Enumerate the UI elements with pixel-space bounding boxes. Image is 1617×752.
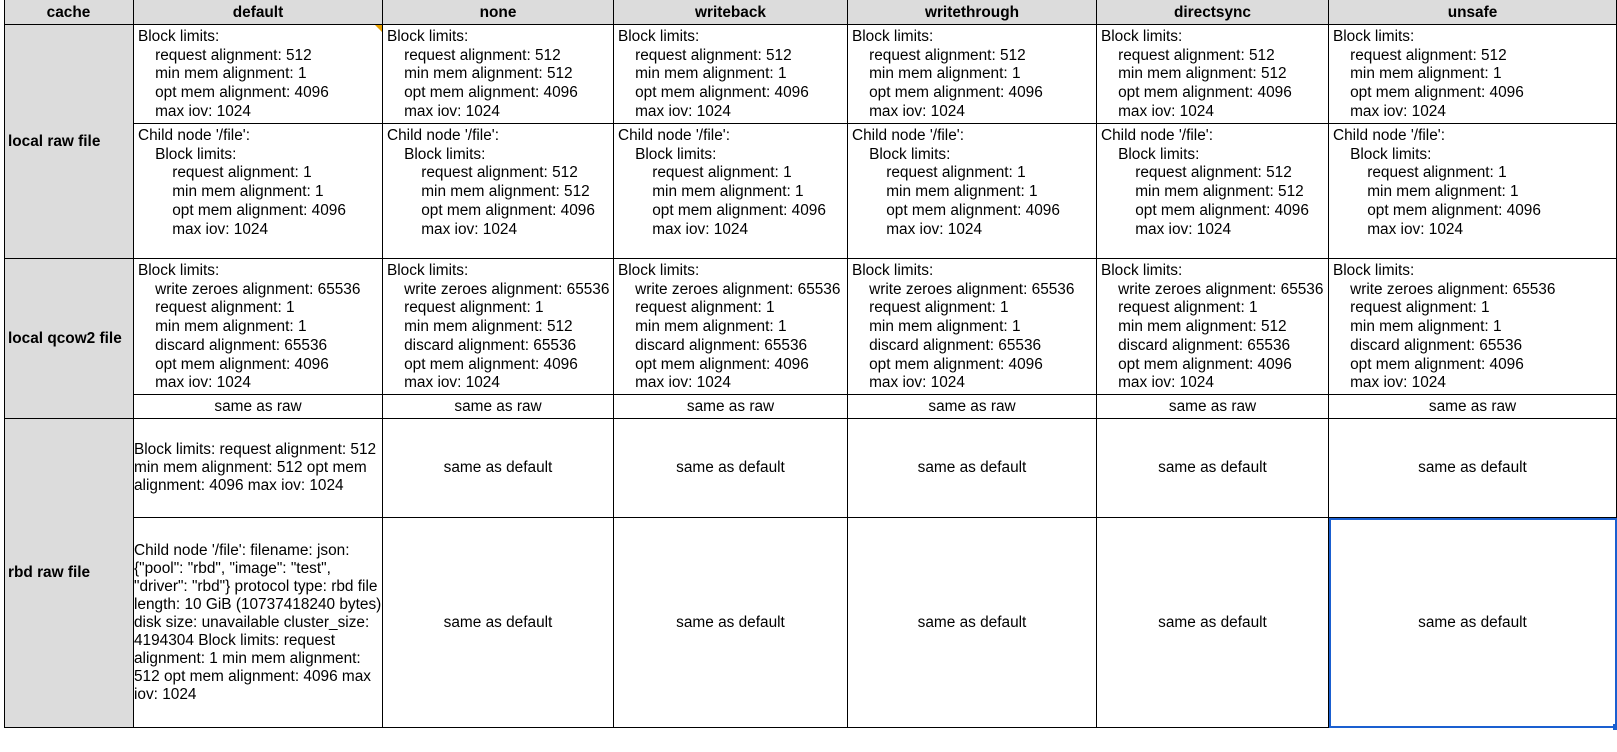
- table-cell[interactable]: [134, 259, 383, 395]
- table-cell[interactable]: [1097, 395, 1329, 419]
- cell-text: Block limits: write zeroes alignment: 65536 request alignment: 1 min mem alignment: 512 discard alignment: 65536 opt mem alignment: 4096 max iov: 1024: [1101, 262, 1324, 392]
- column-header-unsafe[interactable]: unsafe: [1329, 0, 1617, 25]
- column-header-directsync[interactable]: directsync: [1097, 0, 1329, 25]
- table-cell[interactable]: [1097, 124, 1329, 259]
- table-cell[interactable]: [383, 518, 614, 728]
- cell-text: Block limits: write zeroes alignment: 65536 request alignment: 1 min mem alignment: 1 discard alignment: 65536 opt mem alignment: 4096 max iov: 1024: [1333, 262, 1556, 392]
- grid-left-border: [4, 0, 5, 728]
- cell-text: same as default: [917, 459, 1027, 476]
- cell-text: same as raw: [1168, 397, 1257, 415]
- table-cell[interactable]: [848, 395, 1097, 419]
- table-cell[interactable]: [134, 25, 383, 124]
- cell-text: Child node '/file': Block limits: request alignment: 1 min mem alignment: 1 opt mem alignment: 4096 max iov: 1024: [1333, 127, 1541, 238]
- table-cell[interactable]: [614, 419, 848, 518]
- cell-text: Child node '/file': Block limits: request alignment: 1 min mem alignment: 1 opt mem alignment: 4096 max iov: 1024: [618, 127, 826, 238]
- table-cell[interactable]: [614, 259, 848, 395]
- cell-text: same as default: [676, 613, 785, 631]
- row-header-local-qcow2[interactable]: [4, 259, 134, 419]
- cell-text: same as default: [1418, 613, 1527, 631]
- cell-text: Block limits: request alignment: 512 min mem alignment: 512 opt mem alignment: 4096 max iov: 1024: [1101, 28, 1292, 120]
- row-header-label: local raw file: [8, 132, 101, 150]
- table-cell[interactable]: [383, 259, 614, 395]
- table-cell[interactable]: [614, 518, 848, 728]
- cell-text: same as raw: [214, 397, 302, 415]
- table-cell[interactable]: [848, 25, 1097, 124]
- cell-text: same as default: [443, 459, 553, 476]
- table-cell[interactable]: [383, 124, 614, 259]
- column-header-cache[interactable]: cache: [4, 0, 134, 25]
- cell-text: Block limits: request alignment: 512 min mem alignment: 1 opt mem alignment: 4096 max iov: 1024: [1333, 28, 1524, 120]
- cell-text: same as default: [1158, 613, 1267, 631]
- cell-text: Block limits: write zeroes alignment: 65536 request alignment: 1 min mem alignment: 512 discard alignment: 65536 opt mem alignment: 4096 max iov: 1024: [387, 262, 610, 392]
- cell-text: same as raw: [686, 397, 775, 415]
- cell-text: same as raw: [454, 397, 542, 415]
- cell-text: Child node '/file': Block limits: request alignment: 512 min mem alignment: 512 opt mem alignment: 4096 max iov: 1024: [387, 127, 595, 238]
- table-cell[interactable]: [383, 395, 614, 419]
- table-cell[interactable]: [848, 259, 1097, 395]
- cell-text: Block limits: request alignment: 512 min mem alignment: 1 opt mem alignment: 4096 max iov: 1024: [852, 28, 1043, 120]
- table-cell[interactable]: [848, 419, 1097, 518]
- table-cell[interactable]: [1329, 25, 1617, 124]
- cell-text: same as default: [676, 459, 785, 476]
- table-cell[interactable]: [134, 518, 383, 728]
- cell-text: Block limits: write zeroes alignment: 65536 request alignment: 1 min mem alignment: 1 discard alignment: 65536 opt mem alignment: 4096 max iov: 1024: [852, 262, 1075, 392]
- table-cell[interactable]: [848, 124, 1097, 259]
- table-cell[interactable]: [134, 124, 383, 259]
- cell-text: same as raw: [1428, 397, 1517, 415]
- cell-text: Child node '/file': Block limits: request alignment: 1 min mem alignment: 1 opt mem alignment: 4096 max iov: 1024: [138, 127, 346, 238]
- selection-fill-handle[interactable]: [1613, 724, 1617, 730]
- cell-text: Child node '/file': filename: json:{"pool": "rbd", "image": "test", "driver": "rbd"} protocol type: rbd file length: 10 GiB (10737418240 bytes) disk size: unavailable cluster_size: 4194304 Block limits: request alignment: 1 min mem alignment: 512 opt mem alignment: 4096 max iov: 1024: [134, 541, 382, 703]
- row-header-local-raw[interactable]: [4, 25, 134, 259]
- table-cell[interactable]: [614, 25, 848, 124]
- row-header-label: rbd raw file: [8, 564, 91, 581]
- table-cell[interactable]: [1097, 25, 1329, 124]
- table-cell[interactable]: [1097, 259, 1329, 395]
- cell-text: Child node '/file': Block limits: request alignment: 512 min mem alignment: 512 opt mem alignment: 4096 max iov: 1024: [1101, 127, 1309, 238]
- comment-indicator-icon[interactable]: [375, 25, 382, 32]
- table-cell[interactable]: [134, 395, 383, 419]
- column-header-none[interactable]: none: [383, 0, 614, 25]
- table-cell[interactable]: [614, 395, 848, 419]
- cell-text: same as raw: [928, 397, 1016, 415]
- table-cell[interactable]: [1097, 518, 1329, 728]
- cell-text: same as default: [1158, 459, 1267, 476]
- table-cell[interactable]: [1329, 124, 1617, 259]
- table-cell[interactable]: [383, 419, 614, 518]
- cell-text: Block limits: write zeroes alignment: 65536 request alignment: 1 min mem alignment: 1 discard alignment: 65536 opt mem alignment: 4096 max iov: 1024: [618, 262, 841, 392]
- cell-text: Block limits: request alignment: 512 min mem alignment: 512 opt mem alignment: 4096 max iov: 1024: [387, 28, 578, 120]
- table-cell[interactable]: [383, 25, 614, 124]
- table-cell[interactable]: [614, 124, 848, 259]
- spreadsheet-grid: [4, 0, 1617, 752]
- table-cell[interactable]: [1329, 259, 1617, 395]
- table-cell[interactable]: [1329, 419, 1617, 518]
- selected-cell[interactable]: [1329, 518, 1617, 728]
- row-header-label: local qcow2 file: [8, 329, 122, 347]
- cell-text: Block limits: request alignment: 512 min mem alignment: 1 opt mem alignment: 4096 max iov: 1024: [618, 28, 809, 120]
- column-header-writethrough[interactable]: writethrough: [848, 0, 1097, 25]
- table-cell[interactable]: [1097, 419, 1329, 518]
- column-header-default[interactable]: default: [134, 0, 383, 25]
- cell-text: same as default: [443, 613, 553, 631]
- cell-text: Block limits: request alignment: 512 min mem alignment: 512 opt mem alignment: 4096 max iov: 1024: [134, 441, 377, 494]
- cell-text: Block limits: write zeroes alignment: 65536 request alignment: 1 min mem alignment: 1 discard alignment: 65536 opt mem alignment: 4096 max iov: 1024: [138, 262, 361, 392]
- table-cell[interactable]: [134, 419, 383, 518]
- table-cell[interactable]: [848, 518, 1097, 728]
- cell-text: same as default: [917, 613, 1027, 631]
- table-cell[interactable]: [1329, 395, 1617, 419]
- cell-text: same as default: [1418, 459, 1527, 476]
- cell-text: Block limits: request alignment: 512 min mem alignment: 1 opt mem alignment: 4096 max iov: 1024: [138, 28, 329, 120]
- column-header-writeback[interactable]: writeback: [614, 0, 848, 25]
- cell-text: Child node '/file': Block limits: request alignment: 1 min mem alignment: 1 opt mem alignment: 4096 max iov: 1024: [852, 127, 1060, 238]
- row-header-rbd-raw[interactable]: [4, 419, 134, 728]
